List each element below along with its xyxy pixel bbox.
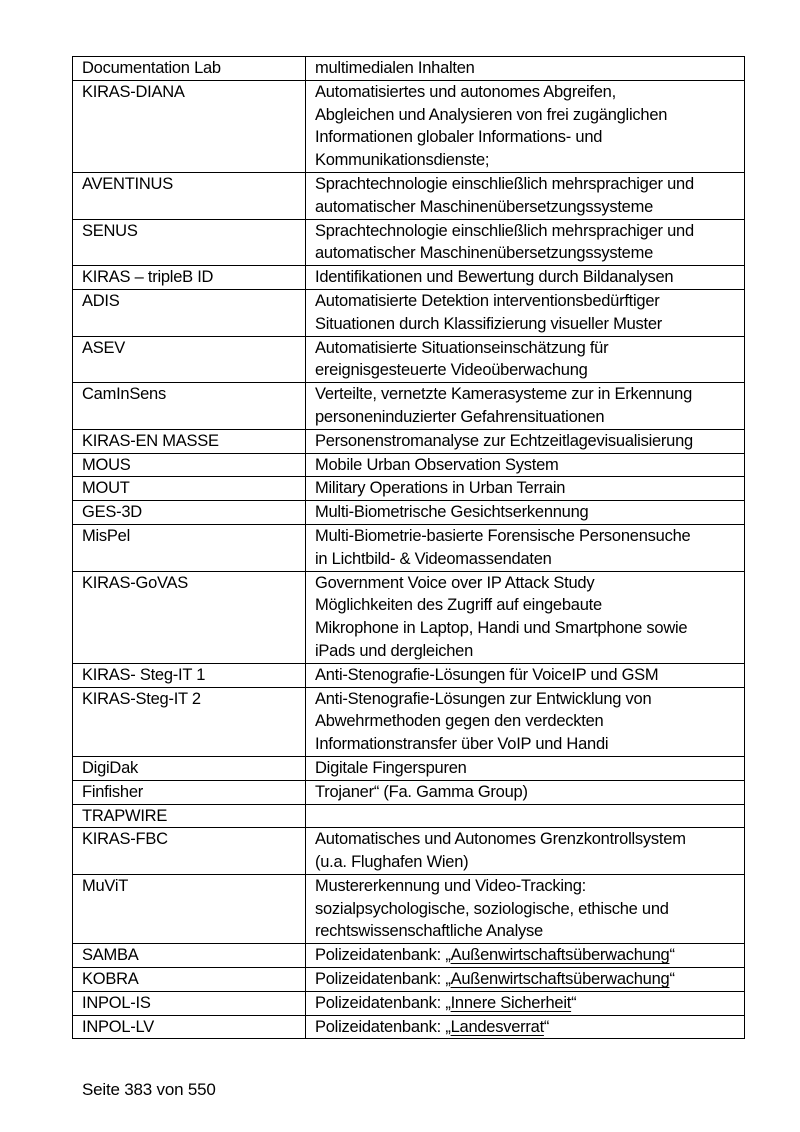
description-line: Identifikationen und Bewertung durch Bildanalysen xyxy=(315,268,674,287)
project-name-cell: MisPel xyxy=(73,524,306,571)
description-line: Government Voice over IP Attack Study xyxy=(315,573,595,592)
description-text: Polizeidatenbank: „ xyxy=(315,970,451,989)
table-row xyxy=(73,804,745,828)
table-row xyxy=(73,477,745,501)
description-line: Informationstransfer über VoIP und Handi xyxy=(315,735,609,754)
table-row xyxy=(73,501,745,525)
projects-table-body xyxy=(73,57,745,1039)
project-name-cell: INPOL-IS xyxy=(73,991,306,1015)
project-description-cell xyxy=(306,383,745,430)
description-line: automatischer Maschinenübersetzungssysteme xyxy=(315,197,654,216)
table-row xyxy=(73,266,745,290)
underlined-text: Außenwirtschaftsüberwachung xyxy=(450,946,670,965)
table-row xyxy=(73,524,745,571)
project-name-cell: KIRAS-DIANA xyxy=(73,80,306,172)
underlined-text: Innere Sicherheit xyxy=(450,993,572,1012)
description-line: Military Operations in Urban Terrain xyxy=(315,479,566,498)
project-description-cell xyxy=(306,687,745,756)
project-name-cell: KIRAS – tripleB ID xyxy=(73,266,306,290)
project-name-cell: ADIS xyxy=(73,289,306,336)
description-line: Kommunikationsdienste; xyxy=(315,151,490,170)
project-name-cell: TRAPWIRE xyxy=(73,804,306,828)
description-line: Automatisierte Detektion interventionsbedürftiger xyxy=(315,291,660,310)
project-name-cell: MOUT xyxy=(73,477,306,501)
project-description-cell xyxy=(306,501,745,525)
table-row xyxy=(73,968,745,992)
description-line: Digitale Fingerspuren xyxy=(315,758,467,777)
project-name-cell: MuViT xyxy=(73,874,306,943)
description-line: (u.a. Flughafen Wien) xyxy=(315,853,469,872)
description-line: Abgleichen und Analysieren von frei zugänglichen xyxy=(315,105,668,124)
description-line: Mikrophone in Laptop, Handi und Smartphone sowie xyxy=(315,619,688,638)
description-line: Möglichkeiten des Zugriff auf eingebaute xyxy=(315,596,602,615)
description-line: Multi-Biometrie-basierte Forensische Personensuche xyxy=(315,526,691,545)
project-name-cell: KIRAS-GoVAS xyxy=(73,571,306,663)
description-line: Automatisiertes und autonomes Abgreifen, xyxy=(315,82,616,101)
table-row xyxy=(73,57,745,81)
project-description-cell xyxy=(306,429,745,453)
project-name-cell: CamInSens xyxy=(73,383,306,430)
project-name-cell: AVENTINUS xyxy=(73,172,306,219)
description-line xyxy=(315,944,735,967)
page-number-footer: Seite 383 von 550 xyxy=(82,1080,216,1099)
project-name-cell: GES-3D xyxy=(73,501,306,525)
underlined-text: Außenwirtschaftsüberwachung xyxy=(450,970,670,989)
project-description-cell xyxy=(306,266,745,290)
project-name-cell: SAMBA xyxy=(73,944,306,968)
table-row xyxy=(73,944,745,968)
project-name-cell: KIRAS-Steg-IT 2 xyxy=(73,687,306,756)
description-line: Situationen durch Klassifizierung visueller Muster xyxy=(315,314,663,333)
table-row xyxy=(73,756,745,780)
description-text: Polizeidatenbank: „ xyxy=(315,946,451,965)
project-description-cell xyxy=(306,804,745,828)
description-text: Polizeidatenbank: „ xyxy=(315,1017,451,1036)
description-line: Sprachtechnologie einschließlich mehrsprachiger und xyxy=(315,174,694,193)
project-name-cell: KIRAS-FBC xyxy=(73,828,306,875)
description-text: Polizeidatenbank: „ xyxy=(315,993,451,1012)
table-row xyxy=(73,172,745,219)
project-description-cell xyxy=(306,524,745,571)
project-description-cell xyxy=(306,968,745,992)
description-line: personeninduzierter Gefahrensituationen xyxy=(315,407,605,426)
projects-table xyxy=(72,56,745,1039)
project-name-cell: INPOL-LV xyxy=(73,1015,306,1039)
project-name-cell: Documentation Lab xyxy=(73,57,306,81)
table-row xyxy=(73,289,745,336)
project-name-cell: DigiDak xyxy=(73,756,306,780)
project-name-cell: MOUS xyxy=(73,453,306,477)
project-name-cell: Finfisher xyxy=(73,780,306,804)
project-name-cell: KOBRA xyxy=(73,968,306,992)
project-description-cell xyxy=(306,780,745,804)
table-row xyxy=(73,687,745,756)
description-line: rechtswissenschaftliche Analyse xyxy=(315,922,543,941)
table-row xyxy=(73,663,745,687)
table-row xyxy=(73,874,745,943)
description-line: Automatisches und Autonomes Grenzkontrollsystem xyxy=(315,830,686,849)
project-description-cell xyxy=(306,1015,745,1039)
description-line: in Lichtbild- & Videomassendaten xyxy=(315,549,552,568)
description-line: Mustererkennung und Video-Tracking: xyxy=(315,876,586,895)
description-line: Informationen globaler Informations- und xyxy=(315,128,603,147)
table-row xyxy=(73,383,745,430)
table-row xyxy=(73,336,745,383)
table-row xyxy=(73,429,745,453)
table-row xyxy=(73,1015,745,1039)
table-row xyxy=(73,828,745,875)
description-text: “ xyxy=(543,1017,550,1036)
table-row xyxy=(73,991,745,1015)
description-text: “ xyxy=(571,993,577,1012)
project-description-cell xyxy=(306,172,745,219)
project-description-cell xyxy=(306,80,745,172)
description-line: iPads und dergleichen xyxy=(315,641,474,660)
description-line: Sprachtechnologie einschließlich mehrsprachiger und xyxy=(315,221,694,240)
project-description-cell xyxy=(306,828,745,875)
description-line: Automatisierte Situationseinschätzung für xyxy=(315,338,609,357)
table-row xyxy=(73,453,745,477)
description-line: multimedialen Inhalten xyxy=(315,59,475,77)
description-line: Anti-Stenografie-Lösungen zur Entwicklung von xyxy=(315,689,652,708)
description-line: Verteilte, vernetzte Kamerasysteme zur in Erkennung xyxy=(315,385,693,404)
project-description-cell xyxy=(306,874,745,943)
table-row xyxy=(73,571,745,663)
table-row xyxy=(73,219,745,266)
description-line: sozialpsychologische, soziologische, ethische und xyxy=(315,899,669,918)
project-name-cell: KIRAS-EN MASSE xyxy=(73,429,306,453)
description-line: Trojaner“ (Fa. Gamma Group) xyxy=(315,782,528,801)
underlined-text: Landesverrat xyxy=(450,1017,544,1036)
project-description-cell xyxy=(306,756,745,780)
description-line xyxy=(315,1016,735,1039)
project-description-cell xyxy=(306,991,745,1015)
project-description-cell xyxy=(306,57,745,81)
description-line: automatischer Maschinenübersetzungssysteme xyxy=(315,244,654,263)
description-line: Multi-Biometrische Gesichtserkennung xyxy=(315,503,589,522)
project-description-cell xyxy=(306,944,745,968)
description-line: ereignisgesteuerte Videoüberwachung xyxy=(315,361,588,380)
project-description-cell xyxy=(306,663,745,687)
description-line xyxy=(315,968,735,991)
project-description-cell xyxy=(306,571,745,663)
description-line: Anti-Stenografie-Lösungen für VoiceIP und GSM xyxy=(315,665,659,684)
description-text: “ xyxy=(669,970,675,989)
project-name-cell: ASEV xyxy=(73,336,306,383)
table-row xyxy=(73,780,745,804)
project-description-cell xyxy=(306,219,745,266)
table-row xyxy=(73,80,745,172)
project-description-cell xyxy=(306,289,745,336)
project-description-cell xyxy=(306,453,745,477)
description-text: “ xyxy=(669,946,675,965)
description-line: Personenstromanalyse zur Echtzeitlagevisualisierung xyxy=(315,431,693,450)
description-line xyxy=(315,992,735,1015)
project-name-cell: KIRAS- Steg-IT 1 xyxy=(73,663,306,687)
project-description-cell xyxy=(306,336,745,383)
project-name-cell: SENUS xyxy=(73,219,306,266)
description-line: Mobile Urban Observation System xyxy=(315,455,559,474)
project-description-cell xyxy=(306,477,745,501)
description-line: Abwehrmethoden gegen den verdeckten xyxy=(315,712,604,731)
